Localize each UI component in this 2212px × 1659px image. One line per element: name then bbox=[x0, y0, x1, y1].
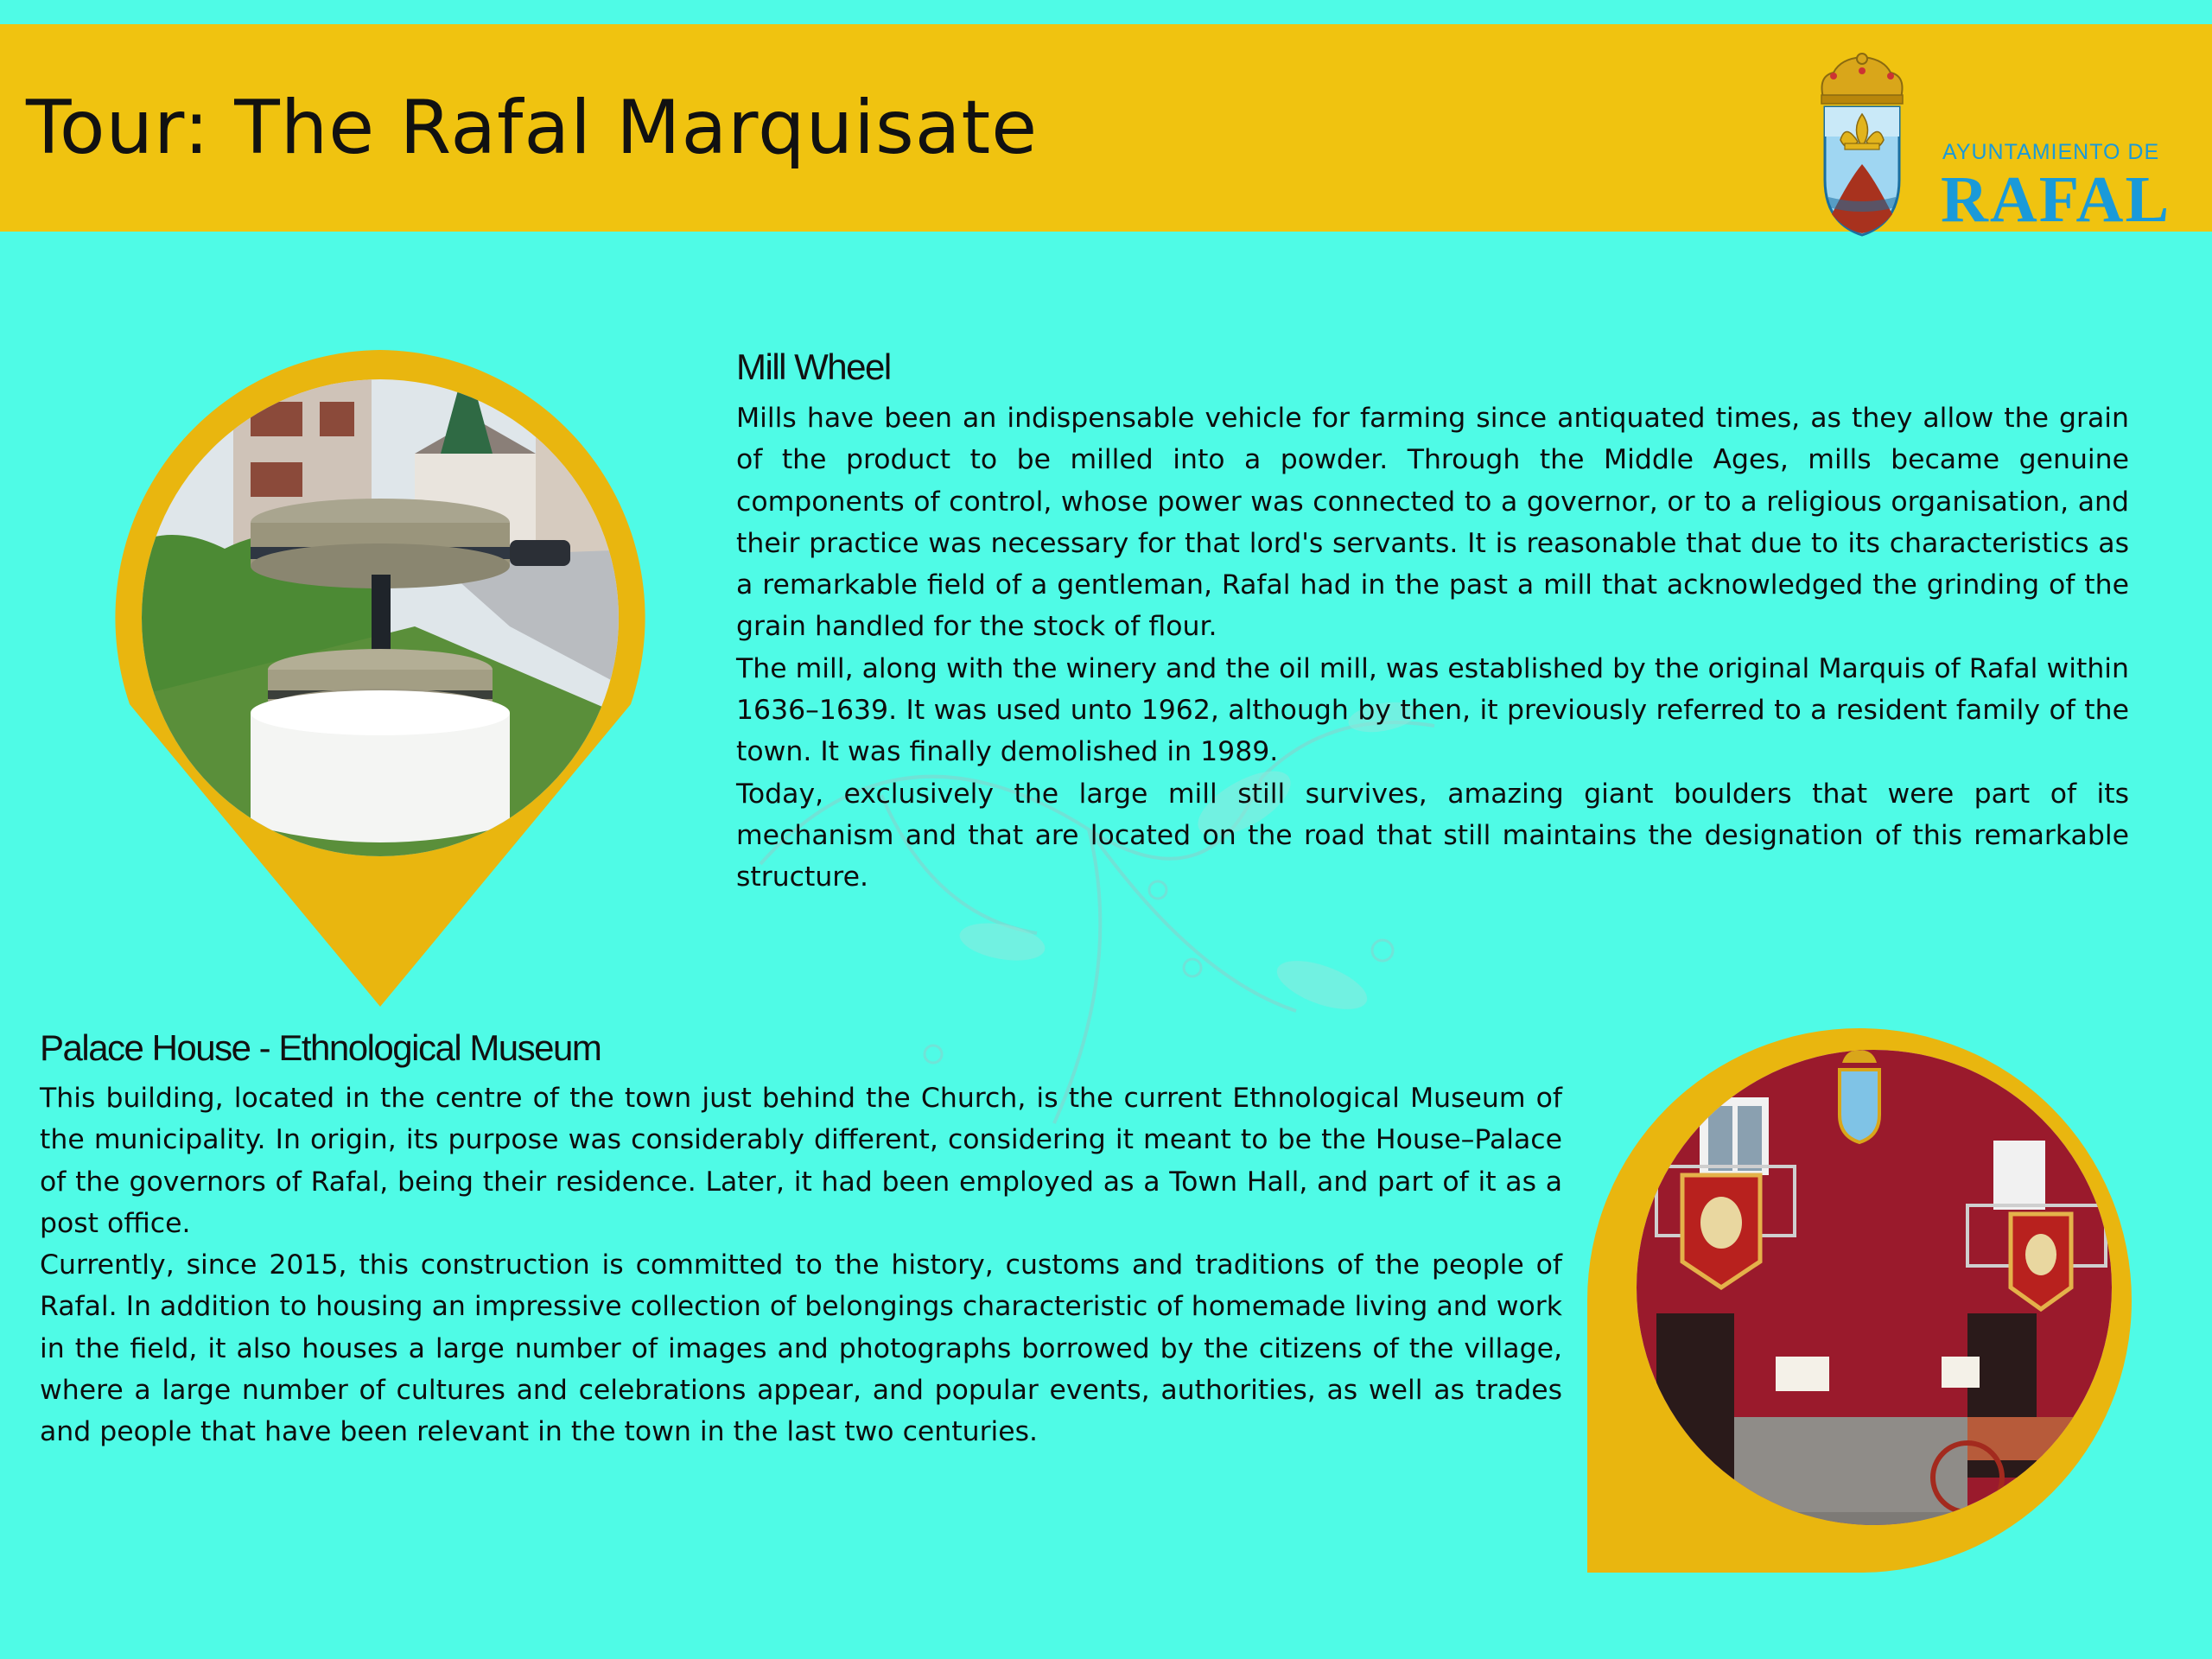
palace-house-photo bbox=[1587, 1028, 2132, 1573]
ayuntamiento-logo bbox=[1797, 50, 2177, 249]
mill-wheel-paragraph: Mills have been an indispensable vehicle for farming since antiquated times, as they allow the grain of the product to be milled into a powder. Through the Middle Ages, mills became genuine components of control, whose power was connected to a governor, or to a religious organisation, and their practice was necessary for that lord's servants. It is reasonable that due to its characteristics as a remarkable field of a gentleman, Rafal had in the past a mill that acknowledged the grinding of the grain handled for the stock of flour. bbox=[736, 403, 2129, 643]
logo-subtitle: AYUNTAMIENTO DE bbox=[1942, 140, 2160, 164]
logo-title: RAFAL bbox=[1941, 163, 2171, 236]
palace-house-heading: Palace House - Ethnological Museum bbox=[40, 1027, 601, 1068]
header-banner bbox=[0, 24, 2212, 236]
palace-house-text bbox=[40, 1077, 1562, 1453]
palace-house-paragraph: This building, located in the centre of the town just behind the Church, is the current Ethnological Museum of the municipality. In origin, its purpose was considerably different, considering it meant to be the House–Palace of the governors of Rafal, being their residence. Later, it had been employed as a Town Hall, and part of it as a post office. bbox=[40, 1083, 1562, 1239]
mill-wheel-text bbox=[736, 397, 2129, 899]
palace-house-paragraph: Currently, since 2015, this construction is committed to the history, customs and traditions of the people of Rafal. In addition to housing an impressive collection of belongings characteristic of homemade living and work in the field, it also houses a large number of images and photographs borrowed by the citizens of the village, where a large number of cultures and celebrations appear, and popular events, authorities, as well as trades and people that have been relevant in the town in the last two centuries. bbox=[40, 1249, 1562, 1448]
mill-wheel-photo bbox=[104, 341, 657, 1011]
coat-of-arms-icon bbox=[1797, 50, 1927, 249]
mill-wheel-paragraph: Today, exclusively the large mill still survives, amazing giant boulders that were part of its mechanism and that are located on the road that still maintains the designation of this remarkable structure. bbox=[736, 778, 2129, 893]
mill-wheel-paragraph: The mill, along with the winery and the oil mill, was established by the original Marquis of Rafal within 1636–1639. It was used unto 1962, although by then, it previously referred to a resident family of the town. It was finally demolished in 1989. bbox=[736, 652, 2129, 768]
page-title: Tour: The Rafal Marquisate bbox=[26, 85, 1039, 171]
mill-wheel-heading: Mill Wheel bbox=[736, 346, 891, 387]
